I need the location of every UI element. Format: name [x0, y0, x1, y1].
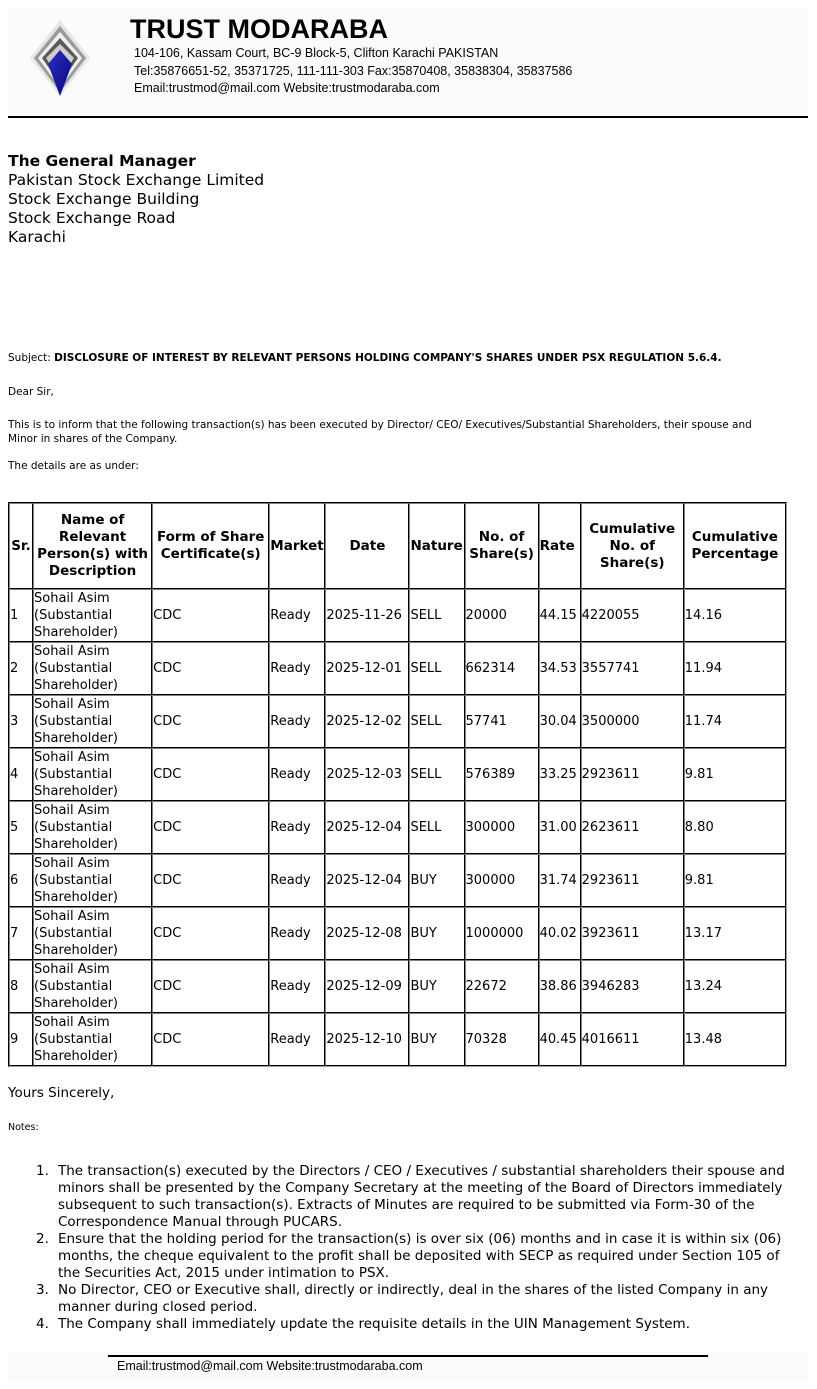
cell-cum-pct: 11.74: [684, 695, 786, 748]
table-row: [9, 854, 786, 907]
notes-list: [36, 1163, 798, 1333]
company-phone-fax: Tel:35876651-52, 35371725, 111-111-303 Fax:35870408, 35838304, 35837586: [134, 64, 573, 78]
header-sr: Sr.: [9, 503, 33, 589]
cell-sr: 6: [9, 854, 33, 907]
cell-form: CDC: [152, 589, 269, 642]
header-rate: Rate: [539, 503, 581, 589]
cell-market: Ready: [269, 907, 325, 960]
diamond-logo-icon: [28, 18, 92, 98]
header-name: Name of Relevant Person(s) with Description: [33, 503, 152, 589]
cell-name: Sohail Asim (Substantial Shareholder): [33, 589, 152, 642]
cell-cum-shares: 2623611: [581, 801, 684, 854]
cell-nature: BUY: [409, 907, 464, 960]
company-email-website: Email:trustmod@mail.com Website:trustmodaraba.com: [134, 81, 440, 95]
cell-shares: 70328: [465, 1013, 539, 1066]
cell-name: Sohail Asim (Substantial Shareholder): [33, 801, 152, 854]
cell-form: CDC: [152, 1013, 269, 1066]
cell-market: Ready: [269, 1013, 325, 1066]
cell-date: 2025-12-08: [325, 907, 409, 960]
header-divider: [8, 116, 808, 118]
header-form: Form of Share Certificate(s): [152, 503, 269, 589]
header-nature: Nature: [409, 503, 464, 589]
cell-nature: SELL: [409, 801, 464, 854]
cell-sr: 7: [9, 907, 33, 960]
table-row: [9, 801, 786, 854]
cell-form: CDC: [152, 748, 269, 801]
cell-market: Ready: [269, 960, 325, 1013]
cell-name: Sohail Asim (Substantial Shareholder): [33, 748, 152, 801]
note-item: 3. No Director, CEO or Executive shall, directly or indirectly, deal in the shares of the listed Company in any manner during closed period.: [36, 1282, 769, 1315]
cell-cum-pct: 11.94: [684, 642, 786, 695]
cell-cum-shares: 3557741: [581, 642, 684, 695]
note-item: 1. The transaction(s) executed by the Directors / CEO / Executives / substantial shareholders their spouse and minors shall be presented by the Company Secretary at the meeting of the Board of Directors immediately subsequent to such transaction(s). Extracts of Minutes are required to be submitted via Form-30 of the Correspondence Manual through PUCARS.: [36, 1163, 785, 1230]
cell-shares: 300000: [465, 801, 539, 854]
addressee-line: Pakistan Stock Exchange Limited: [8, 171, 265, 189]
details-label: The details are as under:: [8, 460, 139, 472]
cell-cum-pct: 9.81: [684, 854, 786, 907]
transactions-table: [8, 502, 787, 1067]
cell-form: CDC: [152, 907, 269, 960]
cell-nature: SELL: [409, 642, 464, 695]
header-cum-pct: Cumulative Percentage: [684, 503, 786, 589]
cell-cum-pct: 8.80: [684, 801, 786, 854]
cell-shares: 20000: [465, 589, 539, 642]
cell-cum-shares: 2923611: [581, 748, 684, 801]
cell-cum-pct: 9.81: [684, 748, 786, 801]
subject-line: [8, 352, 722, 364]
intro-paragraph: This is to inform that the following transaction(s) has been executed by Director/ CEO/ Executives/Substantial Shareholders, their spouse and Minor in shares of the Company.: [8, 419, 752, 445]
cell-shares: 662314: [465, 642, 539, 695]
header-shares: No. of Share(s): [465, 503, 539, 589]
footer-divider: [108, 1355, 708, 1357]
cell-name: Sohail Asim (Substantial Shareholder): [33, 960, 152, 1013]
table-row: [9, 907, 786, 960]
cell-rate: 31.00: [539, 801, 581, 854]
company-address: 104-106, Kassam Court, BC-9 Block-5, Clifton Karachi PAKISTAN: [134, 46, 499, 60]
cell-rate: 30.04: [539, 695, 581, 748]
cell-form: CDC: [152, 642, 269, 695]
footer-email-website: Email:trustmod@mail.com Website:trustmodaraba.com: [117, 1359, 423, 1373]
cell-cum-shares: 3500000: [581, 695, 684, 748]
company-name: TRUST MODARABA: [130, 14, 388, 44]
cell-rate: 40.02: [539, 907, 581, 960]
cell-nature: SELL: [409, 695, 464, 748]
closing: Yours Sincerely,: [8, 1085, 115, 1101]
cell-shares: 300000: [465, 854, 539, 907]
cell-shares: 1000000: [465, 907, 539, 960]
cell-date: 2025-12-01: [325, 642, 409, 695]
cell-nature: BUY: [409, 1013, 464, 1066]
cell-cum-shares: 3923611: [581, 907, 684, 960]
cell-form: CDC: [152, 801, 269, 854]
table-row: [9, 960, 786, 1013]
cell-date: 2025-12-04: [325, 801, 409, 854]
addressee-line: Karachi: [8, 228, 66, 246]
addressee-line: Stock Exchange Road: [8, 209, 176, 227]
cell-shares: 57741: [465, 695, 539, 748]
cell-date: 2025-12-02: [325, 695, 409, 748]
cell-form: CDC: [152, 695, 269, 748]
cell-rate: 31.74: [539, 854, 581, 907]
cell-rate: 33.25: [539, 748, 581, 801]
table-row: [9, 748, 786, 801]
cell-name: Sohail Asim (Substantial Shareholder): [33, 907, 152, 960]
cell-sr: 3: [9, 695, 33, 748]
cell-nature: SELL: [409, 748, 464, 801]
cell-market: Ready: [269, 695, 325, 748]
cell-cum-pct: 13.48: [684, 1013, 786, 1066]
cell-cum-shares: 3946283: [581, 960, 684, 1013]
subject-label: Subject:: [8, 352, 55, 364]
cell-rate: 44.15: [539, 589, 581, 642]
header-cum-shares: Cumulative No. of Share(s): [581, 503, 684, 589]
letterhead: [8, 8, 808, 116]
cell-cum-shares: 4220055: [581, 589, 684, 642]
cell-date: 2025-12-03: [325, 748, 409, 801]
cell-form: CDC: [152, 960, 269, 1013]
cell-date: 2025-12-10: [325, 1013, 409, 1066]
cell-rate: 38.86: [539, 960, 581, 1013]
cell-cum-shares: 2923611: [581, 854, 684, 907]
cell-cum-pct: 13.17: [684, 907, 786, 960]
table-row: [9, 589, 786, 642]
cell-market: Ready: [269, 801, 325, 854]
table-row: [9, 1013, 786, 1066]
cell-shares: 22672: [465, 960, 539, 1013]
cell-form: CDC: [152, 854, 269, 907]
cell-date: 2025-12-04: [325, 854, 409, 907]
cell-market: Ready: [269, 642, 325, 695]
cell-market: Ready: [269, 854, 325, 907]
cell-market: Ready: [269, 589, 325, 642]
cell-sr: 5: [9, 801, 33, 854]
cell-sr: 9: [9, 1013, 33, 1066]
header-date: Date: [325, 503, 409, 589]
cell-name: Sohail Asim (Substantial Shareholder): [33, 1013, 152, 1066]
note-item: 2. Ensure that the holding period for the transaction(s) is over six (06) months and in case it is within six (06) months, the cheque equivalent to the profit shall be deposited with SECP as required under Section 105 of the Securities Act, 2015 under intimation to PSX.: [36, 1231, 782, 1281]
cell-nature: BUY: [409, 854, 464, 907]
cell-shares: 576389: [465, 748, 539, 801]
cell-date: 2025-12-09: [325, 960, 409, 1013]
cell-cum-shares: 4016611: [581, 1013, 684, 1066]
table-header-row: [9, 503, 786, 589]
cell-sr: 2: [9, 642, 33, 695]
note-item: 4. The Company shall immediately update the requisite details in the UIN Management System.: [36, 1316, 690, 1332]
subject-text: DISCLOSURE OF INTEREST BY RELEVANT PERSONS HOLDING COMPANY'S SHARES UNDER PSX REGULATION 5.6.4.: [54, 352, 722, 364]
cell-sr: 1: [9, 589, 33, 642]
cell-date: 2025-11-26: [325, 589, 409, 642]
cell-name: Sohail Asim (Substantial Shareholder): [33, 642, 152, 695]
addressee-block: [8, 152, 264, 247]
addressee-title: The General Manager: [8, 152, 196, 170]
table-row: [9, 695, 786, 748]
addressee-line: Stock Exchange Building: [8, 190, 200, 208]
cell-name: Sohail Asim (Substantial Shareholder): [33, 854, 152, 907]
cell-rate: 34.53: [539, 642, 581, 695]
cell-sr: 8: [9, 960, 33, 1013]
cell-nature: SELL: [409, 589, 464, 642]
cell-sr: 4: [9, 748, 33, 801]
cell-market: Ready: [269, 748, 325, 801]
cell-name: Sohail Asim (Substantial Shareholder): [33, 695, 152, 748]
cell-rate: 40.45: [539, 1013, 581, 1066]
table-row: [9, 642, 786, 695]
cell-cum-pct: 14.16: [684, 589, 786, 642]
notes-label: Notes:: [8, 1122, 39, 1133]
greeting: Dear Sir,: [8, 386, 54, 398]
cell-nature: BUY: [409, 960, 464, 1013]
header-market: Market: [269, 503, 325, 589]
cell-cum-pct: 13.24: [684, 960, 786, 1013]
